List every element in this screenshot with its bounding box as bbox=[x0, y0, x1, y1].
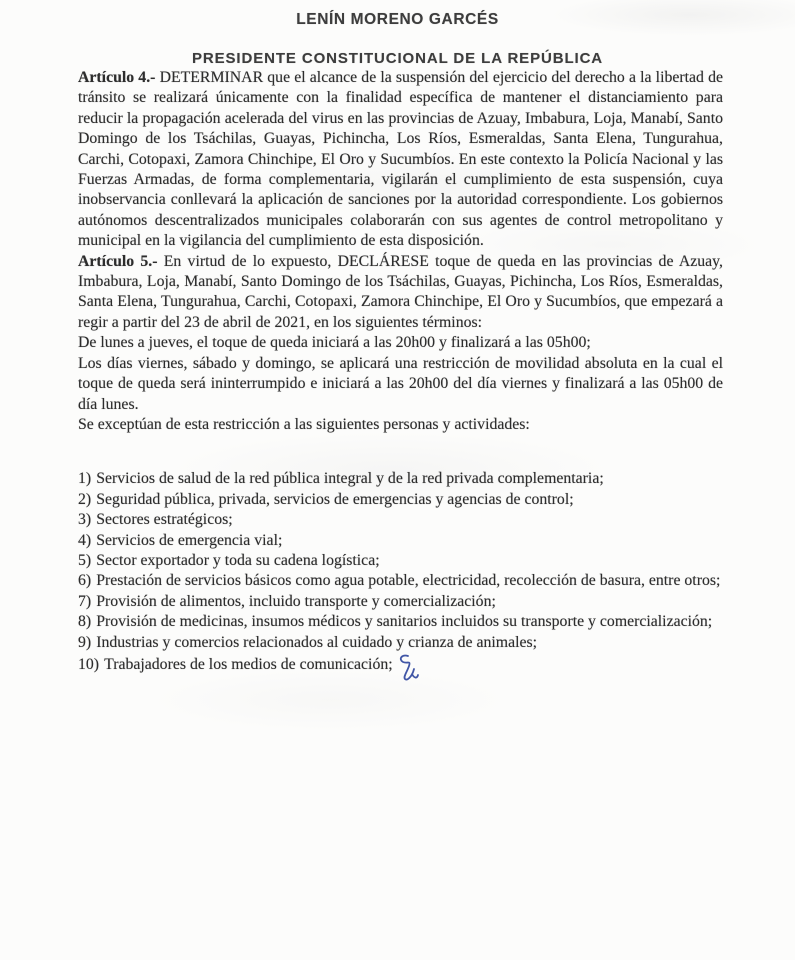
item-number: 5) bbox=[78, 551, 92, 569]
exceptions-list bbox=[78, 469, 723, 689]
exception-item-8 bbox=[78, 612, 723, 632]
item-number: 3) bbox=[78, 511, 92, 529]
item-number: 9) bbox=[78, 633, 92, 651]
item-number: 2) bbox=[78, 490, 92, 508]
document-author-title: PRESIDENTE CONSTITUCIONAL DE LA REPÚBLICA bbox=[191, 50, 604, 67]
item-number: 6) bbox=[78, 572, 92, 590]
item-text: Provisión de alimentos, incluido transporte y comercialización; bbox=[96, 592, 496, 610]
article-5-paragraph bbox=[78, 252, 723, 334]
item-text: Servicios de salud de la red pública integral y de la red privada complementaria; bbox=[96, 470, 604, 488]
item-number: 1) bbox=[78, 470, 92, 488]
document-body bbox=[78, 68, 723, 689]
article-5-label: Artículo 5.- bbox=[78, 252, 158, 270]
item-text: Trabajadores de los medios de comunicación; bbox=[104, 655, 393, 673]
item-text: Industrias y comercios relacionados al cuidado y crianza de animales; bbox=[96, 633, 538, 651]
item-text: Servicios de emergencia vial; bbox=[96, 531, 283, 549]
item-text: Seguridad pública, privada, servicios de emergencias y agencias de control; bbox=[96, 490, 574, 508]
article-4-label: Artículo 4.- bbox=[78, 69, 156, 86]
item-number: 8) bbox=[78, 613, 92, 631]
exception-item-1 bbox=[78, 469, 723, 489]
exception-item-5 bbox=[78, 551, 723, 571]
exception-item-3 bbox=[78, 510, 723, 530]
exception-item-4 bbox=[78, 531, 723, 551]
weekend-curfew-paragraph: Los días viernes, sábado y domingo, se aplicará una restricción de movilidad absoluta en la cual el toque de queda será ininterrumpido e iniciará a las 20h00 del día viernes y finalizará a las 05h00 de día lunes. bbox=[78, 354, 723, 413]
item-number: 4) bbox=[78, 531, 92, 549]
document-author-name: LENÍN MORENO GARCÉS bbox=[296, 11, 499, 28]
exception-item-10 bbox=[78, 653, 723, 689]
exceptions-intro: Se exceptúan de esta restricción a las siguientes personas y actividades: bbox=[78, 415, 530, 433]
exception-item-6 bbox=[78, 571, 723, 591]
item-text: Sectores estratégicos; bbox=[96, 511, 233, 529]
handwritten-initial-mark bbox=[395, 653, 420, 689]
exception-item-7 bbox=[78, 592, 723, 612]
item-number: 10) bbox=[78, 655, 100, 673]
item-text: Prestación de servicios básicos como agua potable, electricidad, recolección de basura, entre otros; bbox=[96, 572, 721, 590]
article-4-paragraph bbox=[78, 68, 723, 252]
item-text: Provisión de medicinas, insumos médicos y sanitarios incluidos su transporte y comercialización; bbox=[96, 613, 713, 631]
exception-item-9 bbox=[78, 633, 723, 653]
weekday-curfew-paragraph: De lunes a jueves, el toque de queda iniciará a las 20h00 y finalizará a las 05h00; bbox=[78, 334, 591, 352]
item-number: 7) bbox=[78, 592, 92, 610]
article-4-text: DETERMINAR que el alcance de la suspensión del ejercicio del derecho a la libertad de tránsito se realizará únicamente con la finalidad específica de mantener el distanciamiento para reducir la propagación acelerada del virus en las provincias de Azuay, Imbabura, Loja, Manabí, Santo Domingo de los Tsáchilas, Guayas, Pichincha, Los Ríos, Esmeraldas, Santa Elena, Tungurahua, Carchi, Cotopaxi, Zamora Chinchipe, El Oro y Sucumbíos. En este contexto la Policía Nacional y las Fuerzas Armadas, de forma complementaria, vigilarán el cumplimiento de esta suspensión, cuya inobservancia conllevará la aplicación de sanciones por la autoridad correspondiente. Los gobiernos autónomos descentralizados municipales colaborarán con sus agentes de control metropolitano y municipal en la vigilancia del cumplimiento de esta disposición. bbox=[78, 69, 723, 250]
item-text: Sector exportador y toda su cadena logística; bbox=[96, 551, 380, 569]
article-5-text: En virtud de lo expuesto, DECLÁRESE toque de queda en las provincias de Azuay, Imbabura, Loja, Manabí, Santo Domingo de los Tsáchilas, Guayas, Pichincha, Los Ríos, Esmeraldas, Santa Elena, Tungurahua, Carchi, Cotopaxi, Zamora Chinchipe, El Oro y Sucumbíos, que empezará a regir a partir del 23 de abril de 2021, en los siguientes términos: bbox=[78, 252, 723, 331]
exception-item-2 bbox=[78, 490, 723, 510]
document-header bbox=[0, 0, 795, 68]
